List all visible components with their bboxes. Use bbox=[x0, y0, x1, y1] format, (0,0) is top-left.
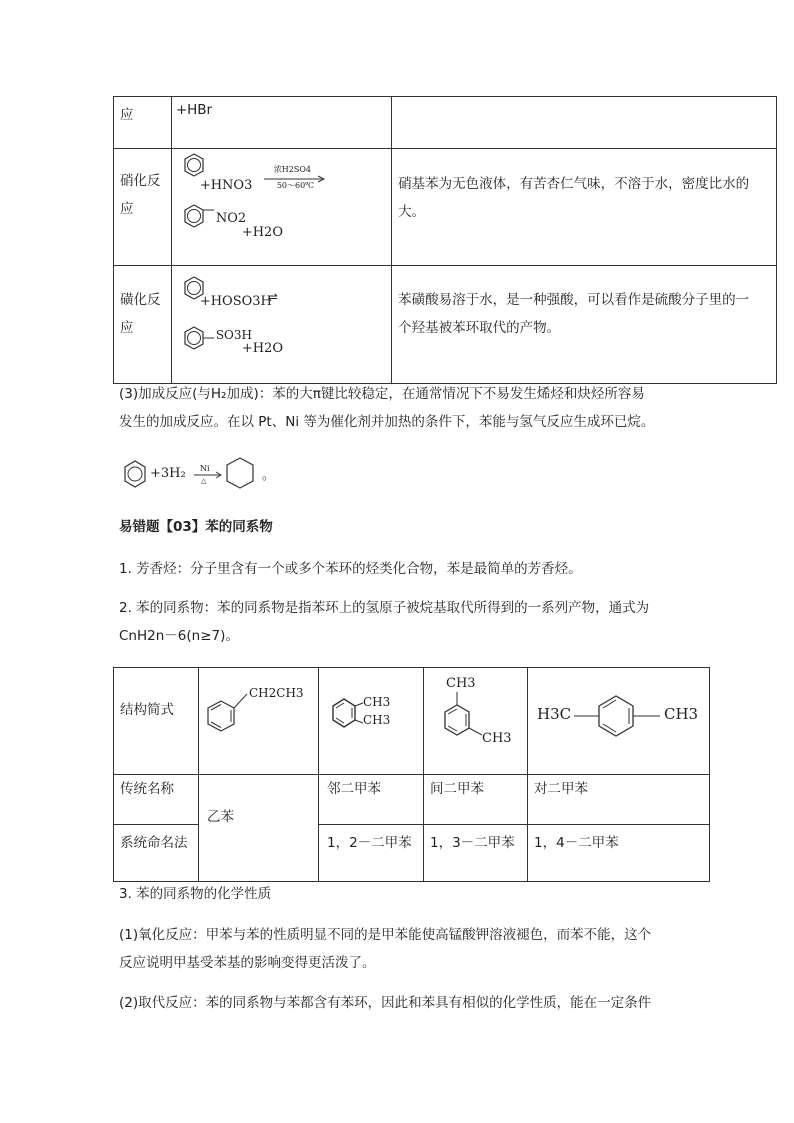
systematic-name: 1，3－二甲苯 bbox=[430, 835, 515, 851]
methyl-group: CH3 bbox=[363, 713, 391, 727]
benzene-circle bbox=[187, 210, 200, 223]
table-cell bbox=[392, 97, 777, 149]
hydrogen-reagent: +3H₂ bbox=[150, 466, 186, 481]
homolog-table bbox=[113, 667, 710, 882]
paragraph: 3. 苯的同系物的化学性质 bbox=[119, 886, 272, 902]
addition-paragraph: 发生的加成反应。在以 Pt、Ni 等为催化剂并加热的条件下，苯能与氢气反应生成环已烷。 bbox=[119, 414, 655, 430]
condition-top: 浓H2SO4 bbox=[273, 165, 312, 174]
byproduct: +H2O bbox=[241, 225, 283, 240]
row-label: 结构简式 bbox=[120, 702, 174, 718]
table-cell bbox=[114, 149, 172, 266]
description: 个羟基被苯环取代的产物。 bbox=[398, 320, 561, 336]
benzene-circle bbox=[187, 282, 200, 295]
byproduct: +H2O bbox=[241, 341, 283, 356]
description: 大。 bbox=[398, 204, 426, 220]
benzene-circle bbox=[128, 467, 142, 481]
methyl-group: CH3 bbox=[482, 731, 512, 746]
section-heading: 易错题【03】苯的同系物 bbox=[119, 519, 273, 535]
table-cell bbox=[114, 668, 199, 775]
table-cell bbox=[114, 266, 172, 384]
table-cell bbox=[319, 825, 424, 882]
table-cell bbox=[114, 825, 199, 882]
common-name: 间二甲苯 bbox=[430, 781, 484, 797]
table-cell bbox=[319, 775, 424, 825]
reagent: +HNO3 bbox=[199, 178, 253, 193]
benzene-circle bbox=[187, 159, 200, 172]
addition-paragraph: (3)加成反应(与H₂加成)：苯的大π键比较稳定，在通常情况下不易发生烯烃和炔烃所容易 bbox=[119, 386, 645, 402]
table-cell bbox=[424, 668, 528, 775]
cyclohexane-icon bbox=[227, 458, 253, 488]
description: 硝基苯为无色液体，有苦杏仁气味，不溶于水，密度比水的 bbox=[398, 176, 750, 192]
systematic-name: 1，4－二甲苯 bbox=[534, 835, 619, 851]
methyl-group: CH3 bbox=[664, 705, 699, 723]
row-label: 传统名称 bbox=[120, 781, 174, 797]
paragraph: 2. 苯的同系物：苯的同系物是指苯环上的氢原子被烷基取代所得到的一系列产物，通式为 bbox=[119, 600, 650, 616]
heat-symbol: △ bbox=[201, 477, 207, 485]
formula-line: CnH2n－6(n≥7)。 bbox=[119, 628, 239, 644]
sulfonic-group: SO3H bbox=[215, 328, 252, 342]
ethylbenzene-structure bbox=[199, 668, 318, 775]
methyl-group: H3C bbox=[537, 705, 572, 723]
table-cell bbox=[114, 97, 172, 149]
benzene-ring-icon bbox=[599, 696, 633, 736]
systematic-name: 1，2－二甲苯 bbox=[327, 835, 412, 851]
row-label: 系统命名法 bbox=[120, 835, 188, 851]
table-cell bbox=[424, 825, 528, 882]
description: 苯磺酸易溶于水，是一种强酸，可以看作是硫酸分子里的一 bbox=[398, 292, 750, 308]
table-cell bbox=[171, 97, 391, 149]
table-cell bbox=[199, 775, 319, 882]
catalyst: Ni bbox=[200, 464, 210, 473]
hydrogenation-equation bbox=[120, 455, 280, 495]
table-cell bbox=[392, 266, 777, 384]
paragraph: 1. 芳香烃：分子里含有一个或多个苯环的烃类化合物，苯是最简单的芳香烃。 bbox=[119, 561, 582, 577]
table-cell bbox=[319, 668, 424, 775]
table-cell bbox=[392, 149, 777, 266]
reaction-name: 硝化反 bbox=[120, 173, 161, 189]
table-cell bbox=[171, 149, 391, 266]
paragraph: 反应说明甲基受苯基的影响变得更活泼了。 bbox=[119, 955, 376, 971]
period: 。 bbox=[262, 468, 276, 483]
table-cell bbox=[114, 775, 199, 825]
table-cell bbox=[424, 775, 528, 825]
equation-text: +HBr bbox=[175, 102, 213, 118]
methyl-group: CH3 bbox=[446, 676, 476, 691]
reaction-name: 应 bbox=[120, 320, 134, 336]
common-name: 对二甲苯 bbox=[534, 781, 588, 797]
table-cell bbox=[199, 668, 319, 775]
table-cell bbox=[528, 668, 710, 775]
reaction-name: 应 bbox=[120, 201, 134, 217]
table-cell bbox=[171, 266, 391, 384]
reagent: +HOSO3H bbox=[199, 294, 272, 309]
condition-bottom: 50～60℃ bbox=[276, 181, 315, 190]
common-name: 邻二甲苯 bbox=[327, 781, 381, 797]
benzene-circle bbox=[187, 332, 200, 345]
reaction-name: 应 bbox=[120, 107, 134, 123]
common-name: 乙苯 bbox=[207, 809, 234, 825]
table-cell bbox=[528, 775, 710, 825]
reaction-table bbox=[113, 96, 777, 384]
equilibrium-mark: ⇌ bbox=[267, 290, 278, 304]
paragraph: (1)氧化反应：甲苯与苯的性质明显不同的是甲苯能使高锰酸钾溶液褪色，而苯不能，这个 bbox=[119, 927, 652, 943]
ethyl-group: CH2CH3 bbox=[249, 686, 304, 700]
reaction-name: 磺化反 bbox=[120, 292, 161, 308]
methyl-group: CH3 bbox=[363, 695, 391, 709]
table-cell bbox=[528, 825, 710, 882]
sulfonation-equation bbox=[172, 266, 392, 384]
paragraph: (2)取代反应：苯的同系物与苯都含有苯环，因此和苯具有相似的化学性质，能在一定条件 bbox=[119, 995, 652, 1011]
benzene-ring-icon bbox=[208, 701, 234, 731]
nitro-group: NO2 bbox=[215, 211, 247, 226]
